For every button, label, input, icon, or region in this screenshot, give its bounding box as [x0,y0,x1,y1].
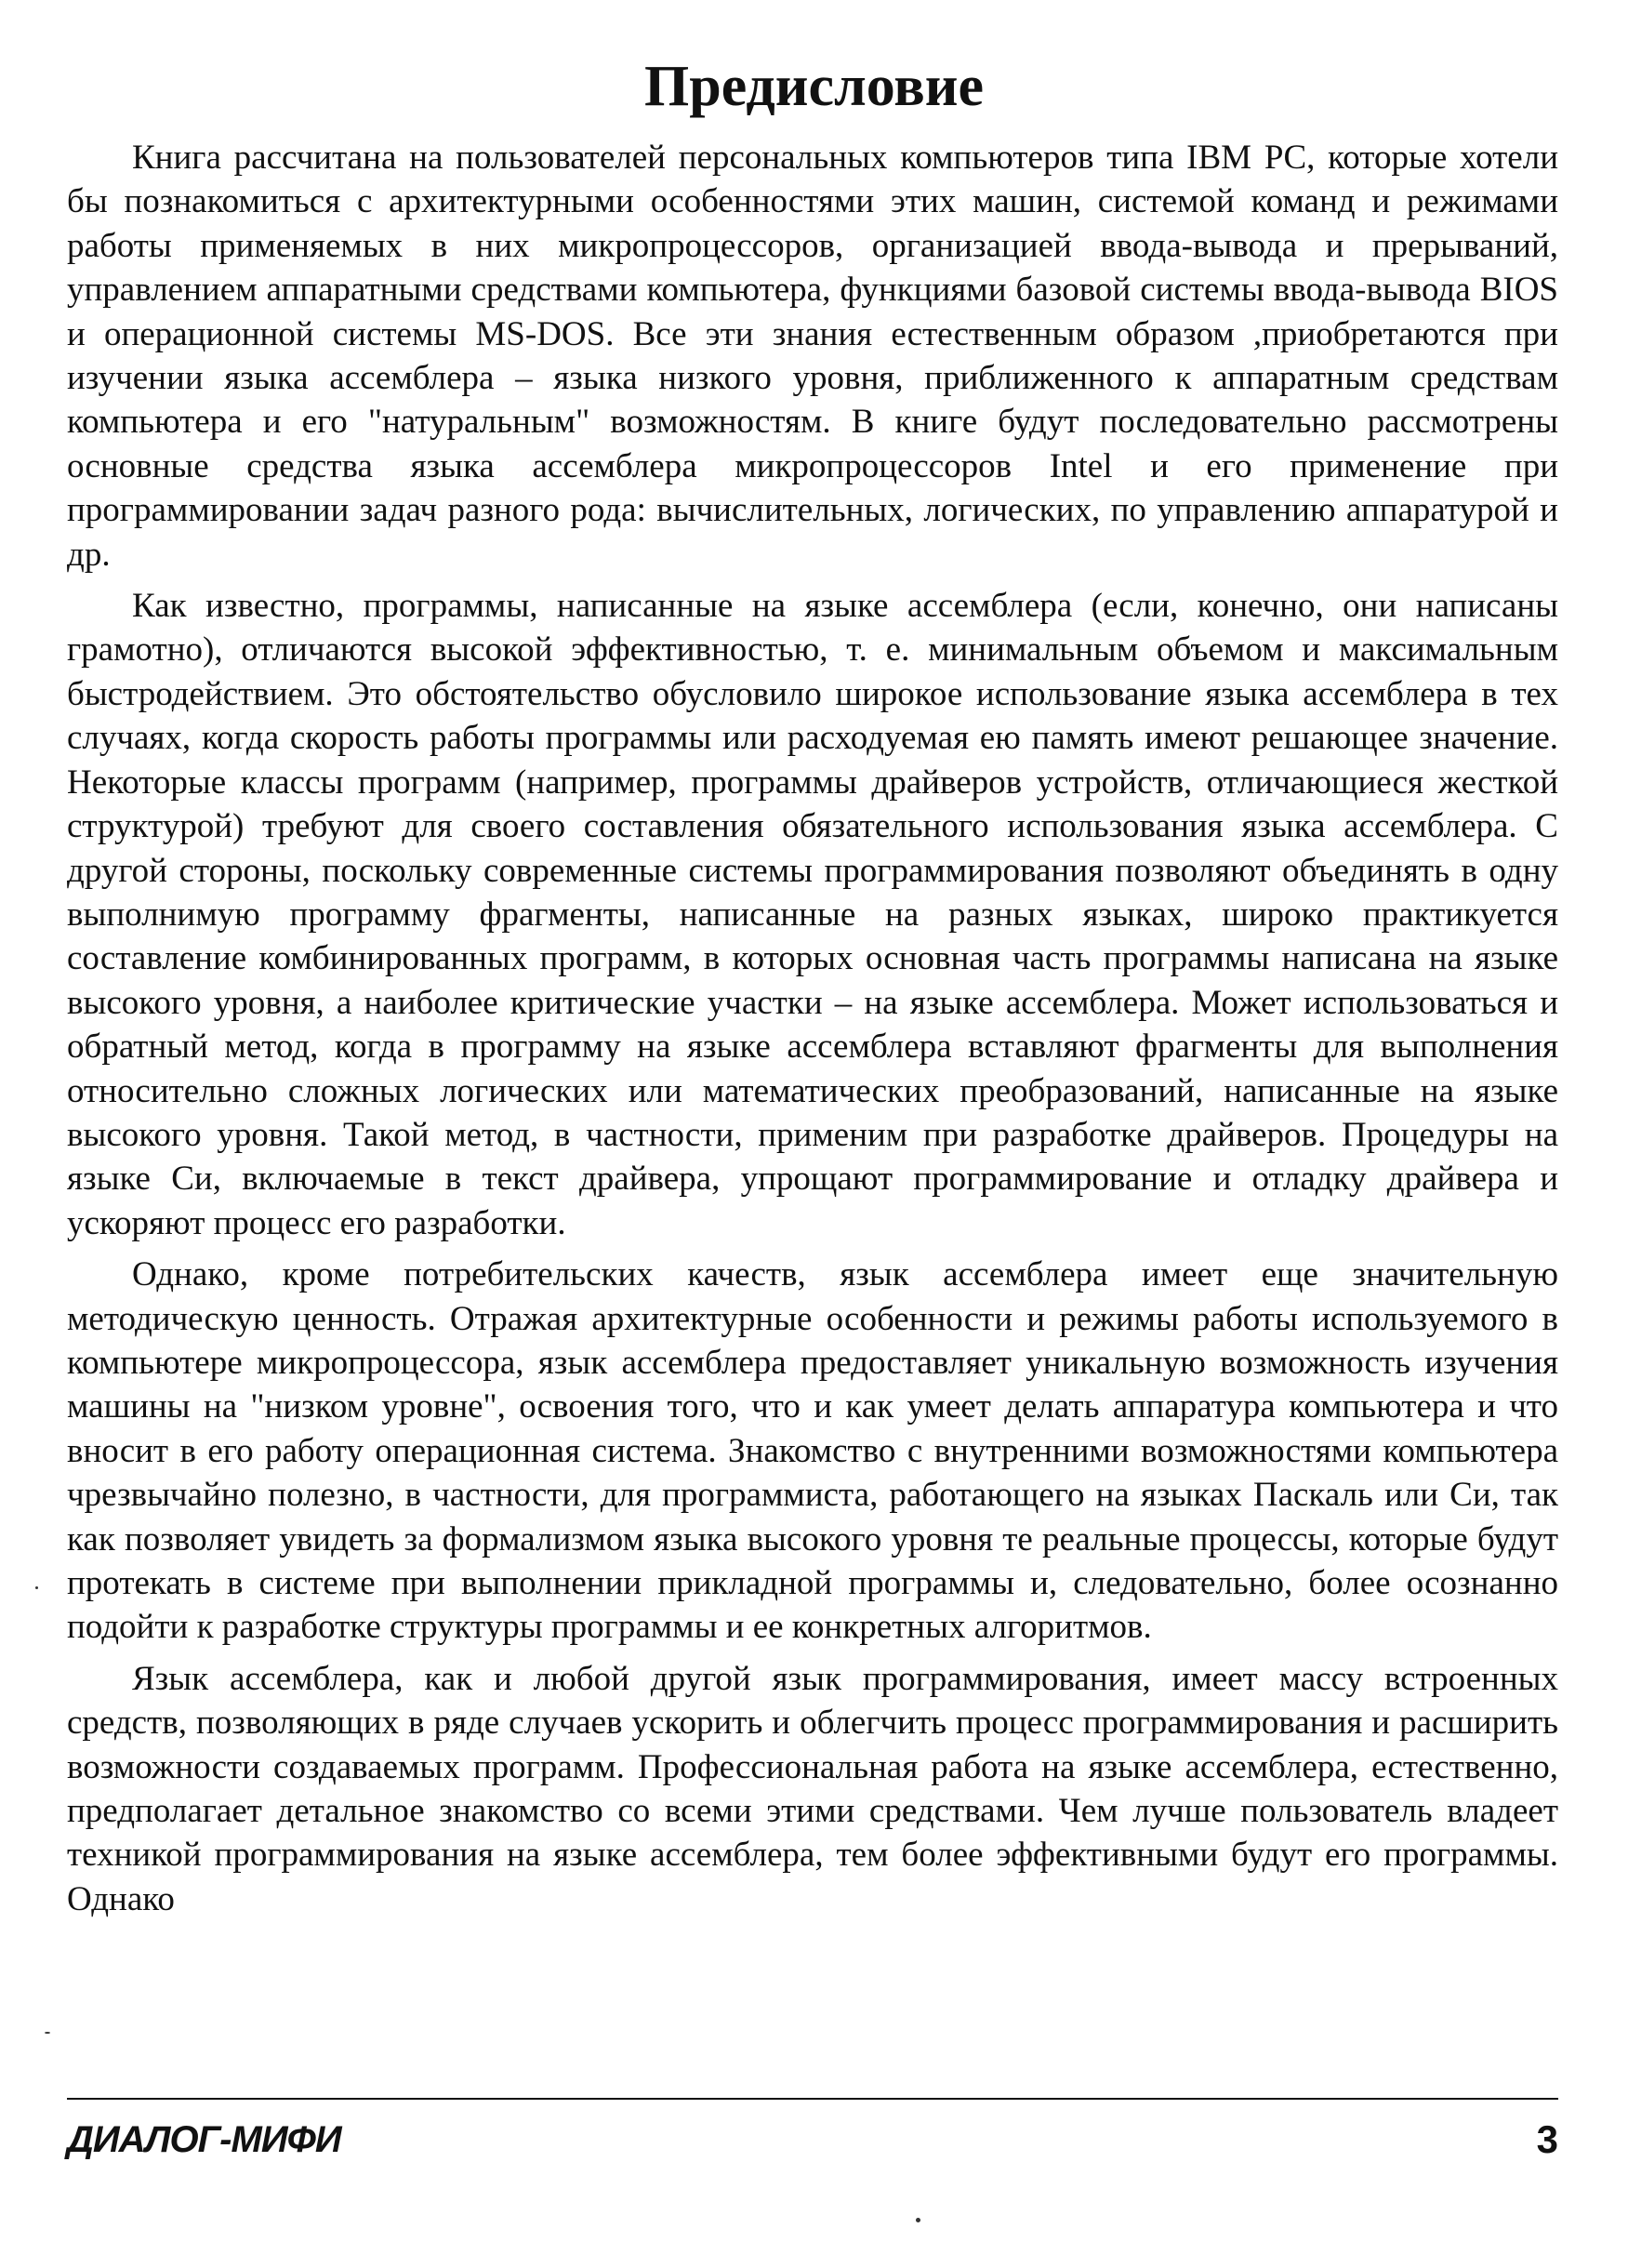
publisher-logo: ДИАЛОГ-МИФИ [67,2119,341,2160]
scan-speck [916,2218,920,2222]
paragraph-2: Как известно, программы, написанные на языке ассемблера (если, конечно, они написаны грамотно), отличаются высокой эффективностью, т. е. минимальным объемом и максимальным быстродействием. Это обстоятельство обусловило широкое использование языка ассемблера в тех случаях, когда скорость работы программы или расходуемая ею память имеют решающее значение. Некоторые классы программ (например, программы драйверов устройств, отличающиеся жесткой структурой) требуют для своего составления обязательного использования языка ассемблера. С другой стороны, поскольку современные системы программирования позволяют объединять в одну выполнимую программу фрагменты, написанные на разных языках, широко практикуется составление комбинированных программ, в которых основная часть программы написана на языке высокого уровня, а наиболее критические участки – на языке ассемблера. Может использоваться и обратный метод, когда в программу на языке ассемблера вставляют фрагменты для выполнения относительно сложных логических или математических преобразований, написанные на языке высокого уровня. Такой метод, в частности, применим при разработке драйверов. Процедуры на языке Си, включаемые в текст драйвера, упрощают программирование и отладку драйвера и ускоряют процесс его разработки. [67,587,1558,1242]
scan-speck [45,2032,50,2034]
paragraph-1: Книга рассчитана на пользователей персональных компьютеров типа IBM PC, которые хотели бы познакомиться с архитектурными особенностями этих машин, системой команд и режимами работы применяемых в них микропроцессоров, организацией ввода-вывода и прерываний, управлением аппаратными средствами компьютера, функциями базовой системы ввода-вывода BIOS и операционной системы MS-DOS. Все эти знания естественным образом ,приобретаются при изучении языка ассемблера – языка низкого уровня, приближенного к аппаратным средствам компьютера и его "натуральным" возможностям. В книге будут последовательно рассмотрены основные средства языка ассемблера микропроцессоров Intel и его применение при программировании задач разного рода: вычислительных, логических, по управлению аппаратурой и др. [67,139,1558,574]
paragraph-3: Однако, кроме потребительских качеств, язык ассемблера имеет еще значительную методическую ценность. Отражая архитектурные особенности и режимы работы используемого в компьютере микропроцессора, язык ассемблера предоставляет уникальную возможность изучения машины на "низком уровне", освоения того, что и как умеет делать аппаратура компьютера и что вносит в его работу операционная система. Знакомство с внутренними возможностями компьютера чрезвычайно полезно, в частности, для программиста, работающего на языках Паскаль или Си, так как позволяет увидеть за формализмом языка высокого уровня те реальные процессы, которые будут протекать в системе при выполнении прикладной программы и, следовательно, более осознанно подойти к разработке структуры программы и ее конкретных алгоритмов. [67,1255,1558,1647]
footer-divider [67,2098,1558,2100]
page-number: 3 [1536,2117,1558,2161]
paragraph-4: Язык ассемблера, как и любой другой язык программирования, имеет массу встроенных средств, позволяющих в ряде случаев ускорить и облегчить процесс программирования и расширить возможности создаваемых программ. Профессиональная работа на языке ассемблера, естественно, предполагает детальное знакомство со всеми этими средствами. Чем лучше пользователь владеет техникой программирования на языке ассемблера, тем более эффективными будут его программы. Однако [67,1659,1558,1918]
page-title: Предисловие [644,55,984,118]
body-text [67,136,1558,1929]
scan-speck [35,1586,38,1589]
